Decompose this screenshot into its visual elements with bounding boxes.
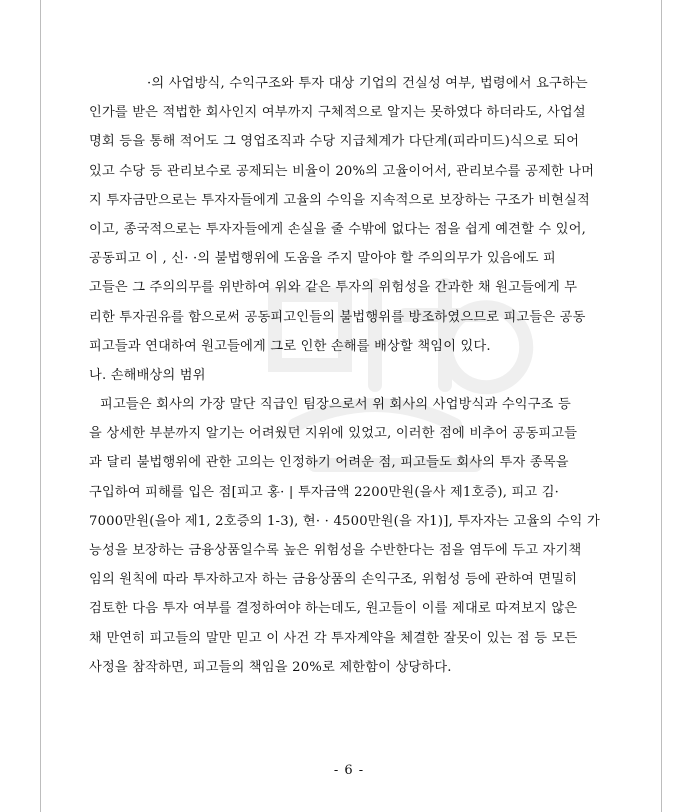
text-line: 고들은 그 주의의무를 위반하여 위와 같은 투자의 위험성을 간과한 채 원고들에게 무 — [89, 280, 578, 296]
text-line: 사정을 참작하면, 피고들의 책임을 20%로 제한함이 상당하다. — [89, 659, 452, 675]
text-line: 공동피고 이 , 신· ·의 불법행위에 도움을 주지 말아야 할 주의의무가 있음에도 피 — [89, 251, 556, 267]
text-line: 피고들과 연대하여 원고들에게 그로 인한 손해를 배상할 책임이 있다. — [89, 338, 491, 354]
text-line: 7000만원(을아 제1, 2호증의 1-3), 현· · 4500만원(을 자1)], 투자자는 고율의 수익 가 — [89, 513, 600, 529]
page-left-border — [40, 0, 41, 812]
text-line: 리한 투자권유를 함으로써 공동피고인들의 불법행위를 방조하였으므로 피고들은 공동 — [89, 309, 586, 325]
text-line: 이고, 종국적으로는 투자자들에게 손실을 줄 수밖에 없다는 점을 쉽게 예견할 수 있어, — [89, 221, 587, 237]
text-line: 인가를 받은 적법한 회사인지 여부까지 구체적으로 알지는 못하였다 하더라도, 사업설 — [89, 105, 586, 121]
text-line: 구입하여 피해를 입은 점[피고 홍· | 투자금액 2200만원(을사 제1호증), 피고 김· — [89, 484, 560, 500]
text-line: 채 만연히 피고들의 말만 믿고 이 사건 각 투자계약을 체결한 잘못이 있는 점 등 모든 — [89, 630, 578, 646]
text-line: 있고 수당 등 관리보수로 공제되는 비율이 20%의 고율이어서, 관리보수를 공제한 나머 — [89, 163, 595, 179]
text-line: 임의 원칙에 따라 투자하고자 하는 금융상품의 손익구조, 위험성 등에 관하여 면밀히 — [89, 572, 578, 588]
text-line: 과 달리 불법행위에 관한 고의는 인정하기 어려운 점, 피고들도 회사의 투자 종목을 — [89, 455, 569, 471]
document-body — [89, 69, 614, 682]
text-line: 지 투자금만으로는 투자자들에게 고율의 수익을 지속적으로 보장하는 구조가 비현실적 — [89, 192, 590, 208]
text-line: 명회 등을 통해 적어도 그 영업조직과 수당 지급체계가 다단계(피라미드)식으로 되어 — [89, 134, 580, 150]
section-heading: 나. 손해배상의 범위 — [89, 367, 206, 383]
page-number: - 6 - — [333, 763, 365, 778]
page-right-border — [661, 0, 662, 812]
text-line: ·의 사업방식, 수익구조와 투자 대상 기업의 건실성 여부, 법령에서 요구하는 — [147, 76, 588, 91]
text-line: 능성을 보장하는 금융상품일수록 높은 위험성을 수반한다는 점을 염두에 두고 자기책 — [89, 543, 582, 558]
text-line: 을 상세한 부분까지 알기는 어려웠던 지위에 있었고, 이러한 점에 비추어 공동피고들 — [89, 426, 578, 442]
text-line: 피고들은 회사의 가장 말단 직급인 팀장으로서 위 회사의 사업방식과 수익구조 등 — [100, 397, 571, 413]
text-line: 검토한 다음 투자 여부를 결정하여야 하는데도, 원고들이 이를 제대로 따져보지 않은 — [89, 601, 578, 617]
